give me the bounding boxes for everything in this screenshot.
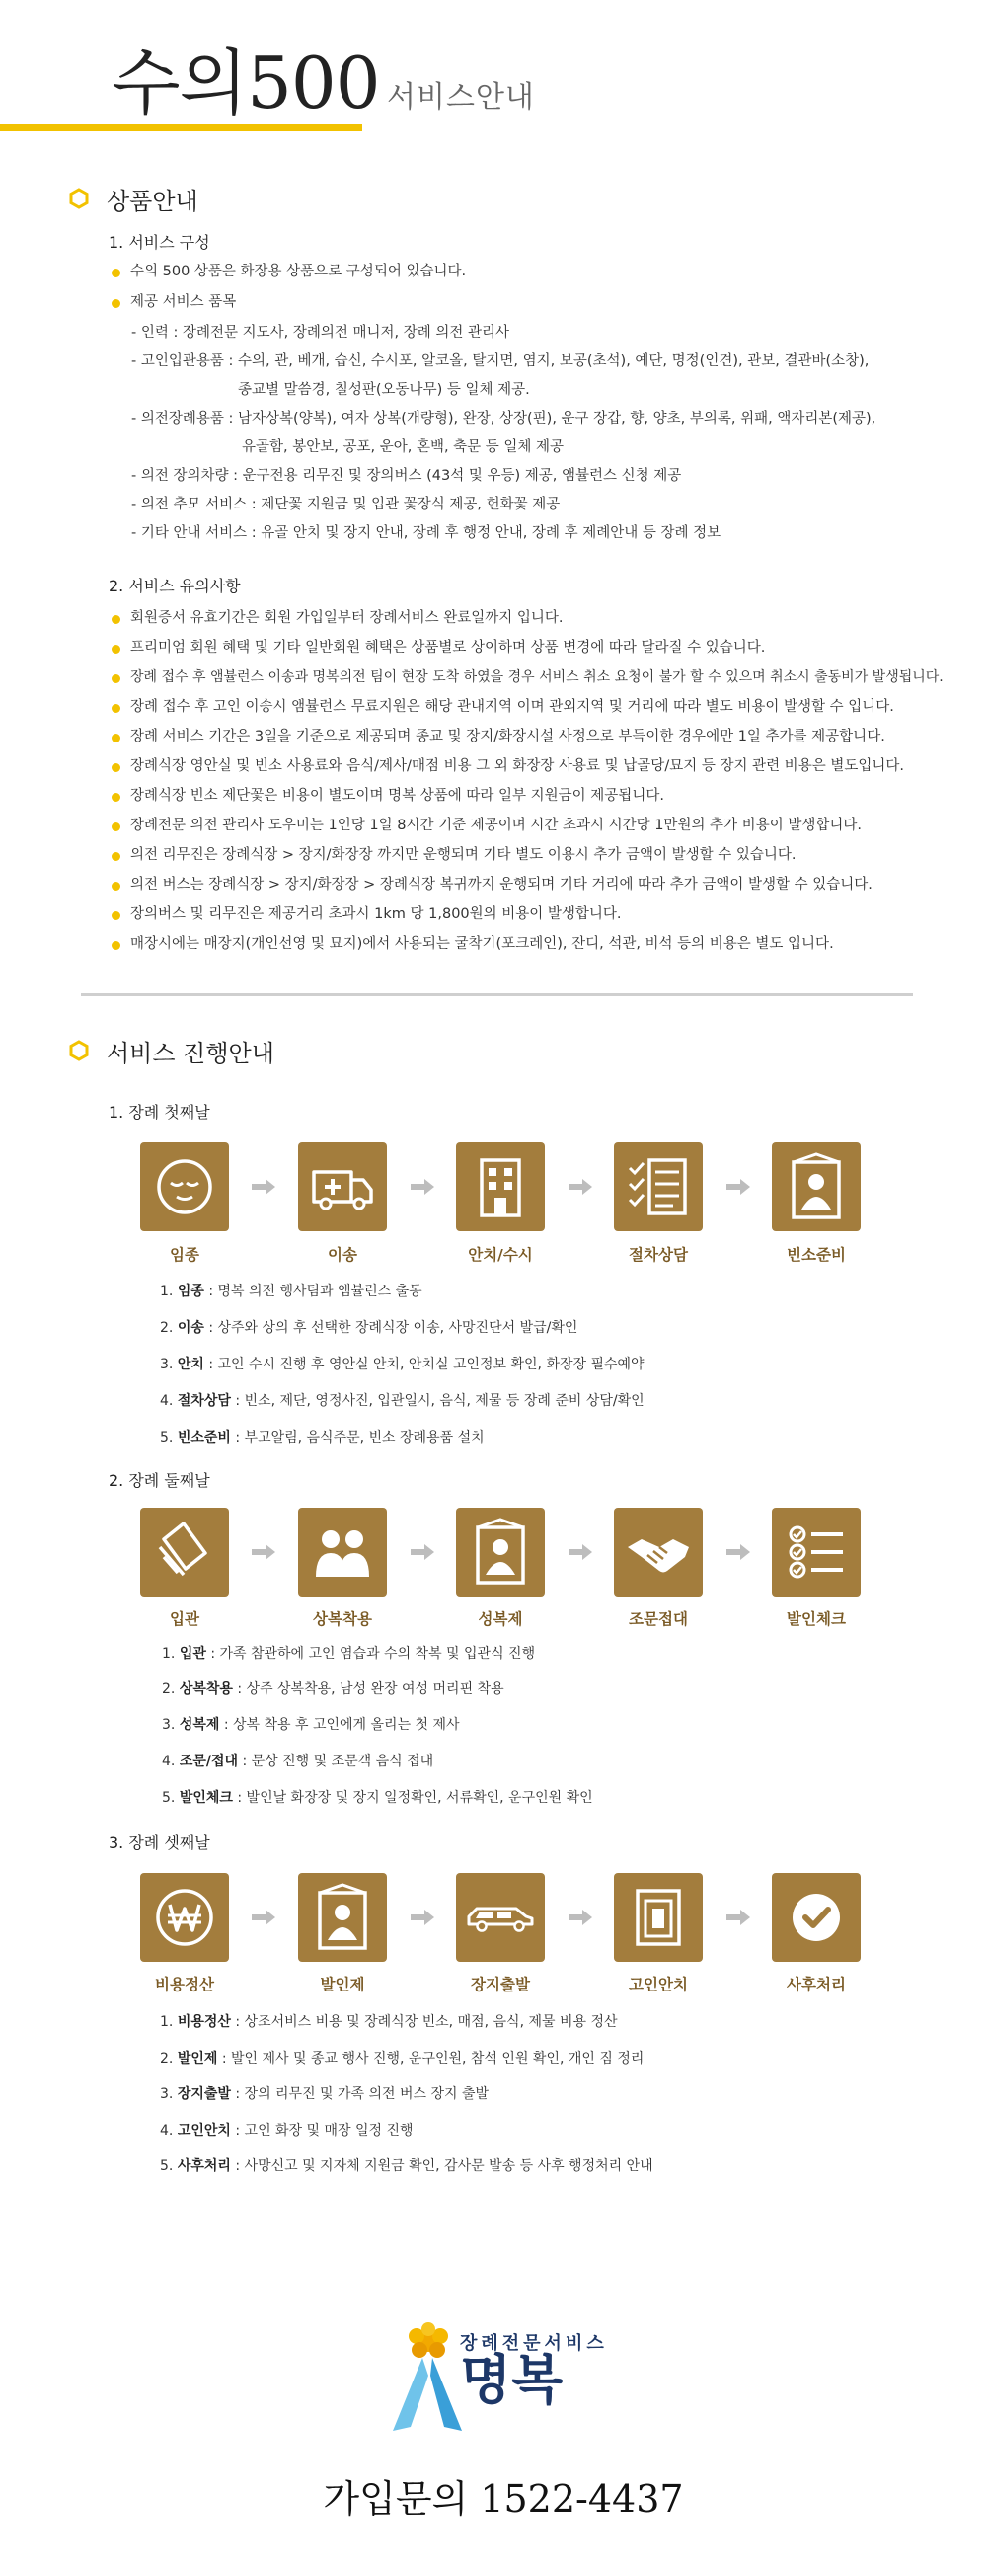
precaution-item: 장례전문 의전 관리사 도우미는 1인당 1일 8시간 기준 제공이며 시간 초과시 시간당 1만원의 추가 비용이 발생합니다. — [130, 818, 862, 833]
limousine-icon — [466, 1883, 535, 1952]
composition-line: - 인력 : 장례전문 지도사, 장례의전 매니저, 장례 의전 관리사 — [131, 325, 509, 341]
step-box-seongbokje — [456, 1508, 545, 1597]
day2-detail: 5. 발인체크 : 발인날 화장장 및 장지 일정확인, 서류확인, 운구인원 확인 — [162, 1790, 593, 1806]
step-box-balin-check — [772, 1508, 861, 1597]
day3-detail: 2. 발인제 : 발인 제사 및 종교 행사 진행, 운구인원, 참석 인원 확인, 개인 짐 정리 — [160, 2051, 645, 2067]
contact-phone: 가입문의 1522-4437 — [323, 2477, 684, 2521]
handshake-icon — [624, 1518, 693, 1587]
composition-item: 수의 500 상품은 화장용 상품으로 구성되어 있습니다. — [130, 264, 467, 279]
step-label: 빈소준비 — [787, 1246, 846, 1264]
arrow-right-icon — [411, 1544, 434, 1560]
composition-line: - 의전 장의차량 : 운구전용 리무진 및 장의버스 (43석 및 우등) 제공, 앰뷸런스 신청 제공 — [131, 468, 682, 484]
composition-item: 제공 서비스 품목 — [130, 294, 237, 310]
bullet-dot — [112, 793, 120, 802]
day1-detail: 4. 절차상담 : 빈소, 제단, 영정사진, 입관일시, 음식, 제물 등 장례 준비 상담/확인 — [160, 1393, 645, 1409]
bullet-dot — [112, 852, 120, 861]
step-label: 고인안치 — [629, 1976, 688, 1993]
bullet-dot — [112, 734, 120, 742]
step-box-ipgwan — [140, 1508, 229, 1597]
precaution-item: 의전 리무진은 장례식장 > 장지/화장장 까지만 운행되며 기타 별도 이용시 추가 금액이 발생할 수 있습니다. — [130, 847, 797, 863]
precaution-item: 장의버스 및 리무진은 제공거리 초과시 1km 당 1,800원의 비용이 발생합니다. — [130, 906, 622, 922]
step-box-binso — [772, 1142, 861, 1231]
step-box-balinje — [298, 1873, 387, 1962]
arrow-right-icon — [726, 1544, 750, 1560]
page-header — [0, 0, 987, 138]
checklist-icon — [624, 1152, 693, 1221]
composition-line: - 기타 안내 서비스 : 유골 안치 및 장지 안내, 장례 후 행정 안내, 장례 후 제례안내 등 장례 정보 — [131, 525, 721, 541]
process-heading-text: 서비스 진행안내 — [107, 1039, 274, 1067]
precaution-item: 장례식장 빈소 제단꽃은 비용이 별도이며 명복 상품에 따라 일부 지원금이 제공됩니다. — [130, 788, 664, 804]
step-label: 절차상담 — [629, 1246, 688, 1264]
step-label: 발인체크 — [787, 1610, 846, 1628]
precaution-item: 매장시에는 매장지(개인선영 및 묘지)에서 사용되는 굴착기(포크레인), 잔디, 석관, 비석 등의 비용은 별도 입니다. — [130, 936, 834, 952]
portrait-icon — [308, 1883, 377, 1952]
people-icon — [308, 1518, 377, 1587]
bullet-dot — [112, 269, 120, 277]
composition-line: 유골함, 봉안보, 공포, 운아, 혼백, 축문 등 일체 제공 — [242, 439, 565, 455]
precaution-item: 회원증서 유효기간은 회원 가입일부터 장례서비스 완료일까지 입니다. — [130, 610, 564, 626]
day3-detail: 3. 장지출발 : 장의 리무진 및 가족 의전 버스 장지 출발 — [160, 2086, 490, 2102]
arrow-right-icon — [569, 1179, 592, 1195]
step-box-sangbok — [298, 1508, 387, 1597]
step-label: 장지출발 — [471, 1976, 530, 1993]
portrait-icon — [782, 1152, 851, 1221]
brand-name: 명복 — [460, 2349, 564, 2411]
brand-subtitle: 장례전문서비스 — [460, 2333, 608, 2354]
day3-detail: 5. 사후처리 : 사망신고 및 지자체 지원금 확인, 감사문 발송 등 사후 행정처리 안내 — [160, 2158, 653, 2174]
bullet-dot — [112, 615, 120, 624]
step-label: 비용정산 — [155, 1976, 214, 1993]
step-box-goin-anchi — [614, 1873, 703, 1962]
bullet-dot — [112, 822, 120, 831]
page-title: 수의500 — [112, 41, 380, 124]
step-box-anchi — [456, 1142, 545, 1231]
hexagon-bullet-icon — [69, 188, 89, 209]
niche-icon — [624, 1883, 693, 1952]
step-label: 사후처리 — [787, 1976, 846, 1993]
precaution-item: 장례 서비스 기간은 3일을 기준으로 제공되며 종교 및 장지/화장시설 사정으로 부득이한 경우에만 1일 추가를 제공합니다. — [130, 729, 885, 744]
step-box-jomun — [614, 1508, 703, 1597]
product-heading-text: 상품안내 — [107, 187, 198, 215]
arrow-right-icon — [569, 1910, 592, 1925]
coffin-icon — [150, 1518, 219, 1587]
step-box-jeolcha — [614, 1142, 703, 1231]
bullet-dot — [112, 645, 120, 654]
arrow-right-icon — [569, 1544, 592, 1560]
step-label: 입관 — [170, 1610, 199, 1628]
day2-title: 2. 장례 둘째날 — [109, 1471, 210, 1490]
service-composition-title: 1. 서비스 구성 — [109, 233, 210, 252]
composition-line: - 고인입관용품 : 수의, 관, 베개, 습신, 수시포, 알코올, 탈지면, 염지, 보공(초석), 예단, 명정(인견), 관보, 결관바(소창), — [131, 353, 870, 369]
title-underline — [0, 124, 362, 131]
checklist-icon — [782, 1518, 851, 1587]
building-icon — [466, 1152, 535, 1221]
day1-title: 1. 장례 첫째날 — [109, 1103, 210, 1122]
arrow-right-icon — [726, 1179, 750, 1195]
step-box-imjong — [140, 1142, 229, 1231]
bullet-dot — [112, 704, 120, 713]
check-circle-icon — [782, 1883, 851, 1952]
composition-line: 종교별 말씀경, 칠성판(오동나무) 등 일체 제공. — [238, 382, 530, 398]
product-section-heading — [69, 182, 198, 215]
step-label: 이송 — [328, 1246, 357, 1264]
step-box-sahu — [772, 1873, 861, 1962]
ambulance-icon — [308, 1152, 377, 1221]
day1-detail: 1. 임종 : 명복 의전 행사팀과 앰뷸런스 출동 — [160, 1284, 422, 1299]
bullet-dot — [112, 911, 120, 920]
day1-detail: 5. 빈소준비 : 부고알림, 음식주문, 빈소 장례용품 설치 — [160, 1430, 485, 1445]
arrow-right-icon — [411, 1179, 434, 1195]
bullet-dot — [112, 674, 120, 683]
won-coin-icon — [150, 1883, 219, 1952]
arrow-right-icon — [411, 1910, 434, 1925]
precaution-item: 장례 접수 후 고인 이송시 앰뷸런스 무료지원은 해당 관내지역 이며 관외지역 및 거리에 따라 별도 비용이 발생할 수 입니다. — [130, 699, 894, 715]
arrow-right-icon — [252, 1544, 275, 1560]
step-label: 임종 — [170, 1246, 199, 1264]
arrow-right-icon — [252, 1910, 275, 1925]
bullet-dot — [112, 941, 120, 950]
day2-detail: 1. 입관 : 가족 참관하에 고인 염습과 수의 착복 및 입관식 진행 — [162, 1646, 536, 1662]
hexagon-bullet-icon — [69, 1040, 89, 1061]
section-divider — [81, 993, 913, 996]
precaution-item: 프리미엄 회원 혜택 및 기타 일반회원 혜택은 상품별로 상이하며 상품 변경에 따라 달라질 수 있습니다. — [130, 640, 766, 656]
precaution-item: 장례식장 영안실 및 빈소 사용료와 음식/제사/매점 비용 그 외 화장장 사용료 및 납골당/묘지 등 장지 관련 비용은 별도입니다. — [130, 758, 904, 774]
page-subtitle: 서비스안내 — [387, 80, 535, 115]
day2-detail: 3. 성복제 : 상복 착용 후 고인에게 올리는 첫 제사 — [162, 1717, 460, 1733]
precaution-item: 장례 접수 후 앰뷸런스 이송과 명복의전 팀이 현장 도착 하였을 경우 서비스 취소 요청이 불가 할 수 있으며 취소시 출동비가 발생됩니다. — [130, 669, 944, 685]
step-label: 안치/수시 — [468, 1246, 533, 1264]
arrow-right-icon — [726, 1910, 750, 1925]
day3-detail: 1. 비용정산 : 상조서비스 비용 및 장례식장 빈소, 매점, 음식, 제물 비용 정산 — [160, 2014, 618, 2030]
day3-title: 3. 장례 셋째날 — [109, 1834, 210, 1852]
portrait-icon — [466, 1518, 535, 1587]
precaution-item: 의전 버스는 장례식장 > 장지/화장장 > 장례식장 복귀까지 운행되며 기타 거리에 따라 추가 금액이 발생할 수 있습니다. — [130, 877, 873, 893]
step-box-jangji — [456, 1873, 545, 1962]
composition-line: - 의전장례용품 : 남자상복(양복), 여자 상복(개량형), 완장, 상장(핀), 운구 장갑, 향, 양초, 부의록, 위패, 액자리본(제공), — [131, 411, 876, 427]
arrow-right-icon — [252, 1179, 275, 1195]
day1-detail: 3. 안치 : 고인 수시 진행 후 영안실 안치, 안치실 고인정보 확인, 화장장 필수예약 — [160, 1357, 645, 1372]
service-precautions-title: 2. 서비스 유의사항 — [109, 577, 241, 595]
face-icon — [150, 1152, 219, 1221]
step-label: 상복착용 — [313, 1610, 372, 1628]
day3-detail: 4. 고인안치 : 고인 화장 및 매장 일정 진행 — [160, 2123, 414, 2139]
step-label: 조문접대 — [629, 1610, 688, 1628]
day1-detail: 2. 이송 : 상주와 상의 후 선택한 장례식장 이송, 사망진단서 발급/확인 — [160, 1320, 578, 1336]
step-box-isong — [298, 1142, 387, 1231]
bullet-dot — [112, 299, 120, 308]
step-label: 발인제 — [320, 1976, 365, 1993]
day2-detail: 4. 조문/접대 : 문상 진행 및 조문객 음식 접대 — [162, 1754, 434, 1769]
bullet-dot — [112, 882, 120, 891]
composition-line: - 의전 추모 서비스 : 제단꽃 지원금 및 입관 꽃장식 제공, 헌화꽃 제공 — [131, 497, 561, 512]
step-box-biyong — [140, 1873, 229, 1962]
process-section-heading — [69, 1034, 274, 1067]
bullet-dot — [112, 763, 120, 772]
step-label: 성복제 — [478, 1610, 523, 1628]
day2-detail: 2. 상복착용 : 상주 상복착용, 남성 완장 여성 머리핀 착용 — [162, 1681, 504, 1697]
